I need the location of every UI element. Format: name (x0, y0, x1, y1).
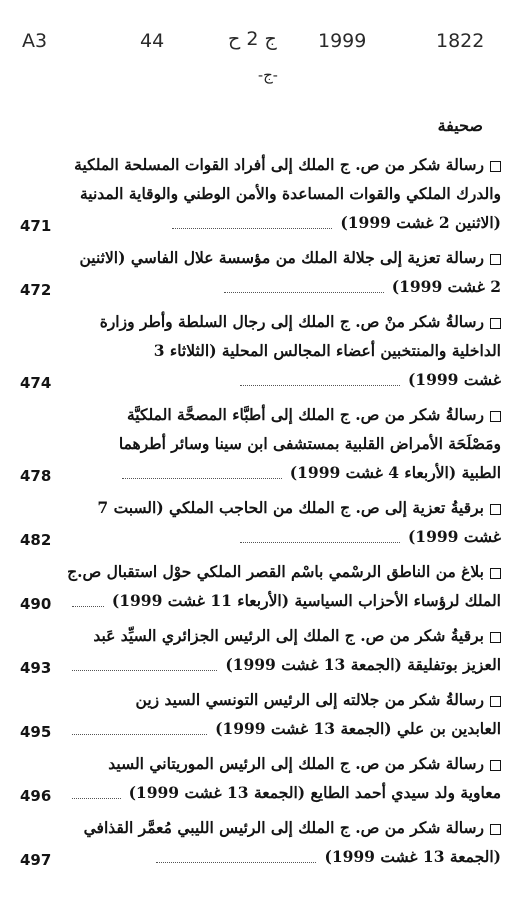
toc-entry-text: والدرك الملكي والقوات المساعدة والأمن الوطني والوقاية المدنية (80, 184, 501, 203)
handwritten-year: 1999 (318, 30, 367, 52)
toc-entry-line (12, 208, 501, 237)
handwritten-1822: 1822 (436, 30, 485, 52)
checkbox-square-icon (490, 504, 501, 515)
handwritten-annotations (0, 0, 513, 62)
page-number: 496 (20, 787, 52, 805)
toc-entry-line (12, 749, 501, 778)
dotted-leader (72, 797, 121, 799)
toc-entry (12, 400, 501, 487)
checkbox-square-icon (490, 568, 501, 579)
page-marker: -ج- (258, 66, 278, 84)
toc-entry-text: ومَصْلَحَة الأمراض القلبية بمستشفى ابن سينا وسائر أطرهما (118, 434, 501, 453)
table-of-contents (12, 150, 501, 877)
page-number: 478 (20, 467, 52, 485)
checkbox-square-icon (490, 632, 501, 643)
handwritten-letters: ج 2 ح (228, 28, 277, 50)
toc-entry-text: برقيةُ شكر من ص. ج الملك إلى الرئيس الجزائري السيِّد عَبد (93, 626, 484, 645)
page-number: 497 (20, 851, 52, 869)
toc-entry-text: غشت 1999) (407, 370, 501, 389)
toc-entry-text: (الاثنين 2 غشت 1999) (340, 213, 501, 232)
checkbox-square-icon (490, 411, 501, 422)
toc-entry-line (12, 714, 501, 743)
checkbox-square-icon (490, 254, 501, 265)
toc-entry (12, 243, 501, 301)
dotted-leader (72, 669, 217, 671)
toc-entry-line (12, 272, 501, 301)
toc-entry-text: 2 غشت 1999) (391, 277, 501, 296)
toc-entry-text: رسالةُ شكر من ص. ج الملك إلى أطبَّاء المصحَّة الملكيَّة (126, 405, 484, 424)
toc-entry (12, 557, 501, 615)
dotted-leader (240, 384, 400, 386)
dotted-leader (224, 291, 384, 293)
page-number: 490 (20, 595, 52, 613)
checkbox-square-icon (490, 696, 501, 707)
toc-entry-line (12, 842, 501, 871)
toc-entry-line (12, 813, 501, 842)
toc-entry-line (12, 336, 501, 365)
toc-entry-text: الطبية (الأربعاء 4 غشت 1999) (289, 463, 501, 482)
toc-entry-text: برقيةُ تعزية إلى ص. ج الملك من الحاجب الملكي (السبت 7 (97, 498, 484, 517)
checkbox-square-icon (490, 760, 501, 771)
handwritten-44: 44 (140, 30, 165, 52)
toc-entry (12, 150, 501, 237)
dotted-leader (156, 861, 316, 863)
toc-entry-line (12, 650, 501, 679)
toc-entry-line (12, 458, 501, 487)
toc-entry-text: العزيز بوتفليقة (الجمعة 13 غشت 1999) (225, 655, 501, 674)
dotted-leader (122, 477, 282, 479)
toc-entry-line (12, 307, 501, 336)
toc-entry-text: بلاغ من الناطق الرسْمي باسْم القصر الملكي حوْل استقبال ص.ج (67, 562, 484, 581)
dotted-leader (240, 541, 400, 543)
toc-entry-line (12, 557, 501, 586)
toc-entry-text: رسالة شكر من ص. ج الملك إلى أفراد القوات المسلحة الملكية (74, 155, 484, 174)
page-number: 474 (20, 374, 52, 392)
toc-entry-line (12, 685, 501, 714)
toc-entry-line (12, 179, 501, 208)
toc-entry-line (12, 400, 501, 429)
toc-entry-line (12, 522, 501, 551)
column-heading: صحيفة (437, 116, 483, 135)
toc-entry-text: رسالةُ شكر من جلالته إلى الرئيس التونسي السيد زين (135, 690, 484, 709)
toc-entry (12, 813, 501, 871)
toc-entry-text: رسالة شكر من ص. ج الملك إلى الرئيس الموريتاني السيد (108, 754, 484, 773)
toc-entry-text: (الجمعة 13 غشت 1999) (324, 847, 501, 866)
toc-entry-text: غشت 1999) (407, 527, 501, 546)
toc-entry-text: رسالةُ شكر منْ ص. ج الملك إلى رجال السلطة وأطر وزارة (99, 312, 484, 331)
page-number: 493 (20, 659, 52, 677)
toc-entry-line (12, 778, 501, 807)
toc-entry-line (12, 429, 501, 458)
page-number: 495 (20, 723, 52, 741)
toc-entry-line (12, 621, 501, 650)
page-number: 471 (20, 217, 52, 235)
handwritten-a3: A3 (22, 30, 48, 52)
dotted-leader (172, 227, 332, 229)
toc-entry-line (12, 150, 501, 179)
checkbox-square-icon (490, 161, 501, 172)
toc-entry-text: الملك لرؤساء الأحزاب السياسية (الأربعاء 11 غشت 1999) (111, 591, 501, 610)
toc-entry (12, 621, 501, 679)
toc-entry-text: العابدين بن علي (الجمعة 13 غشت 1999) (215, 719, 501, 738)
toc-entry-text: رسالة شكر من ص. ج الملك إلى الرئيس الليبي مُعمَّر القذافي (83, 818, 484, 837)
toc-entry-line (12, 243, 501, 272)
toc-entry-text: رسالة تعزية إلى جلالة الملك من مؤسسة علال الفاسي (الاثنين (79, 248, 484, 267)
page-number: 472 (20, 281, 52, 299)
toc-entry-line (12, 493, 501, 522)
checkbox-square-icon (490, 824, 501, 835)
toc-entry-line (12, 365, 501, 394)
toc-entry (12, 749, 501, 807)
toc-entry (12, 493, 501, 551)
dotted-leader (72, 605, 104, 607)
toc-entry-line (12, 586, 501, 615)
toc-entry (12, 307, 501, 394)
toc-entry-text: معاوية ولد سيدي أحمد الطايع (الجمعة 13 غشت 1999) (128, 783, 501, 802)
toc-entry-text: الداخلية والمنتخبين أعضاء المجالس المحلية (الثلاثاء 3 (153, 341, 501, 360)
toc-entry (12, 685, 501, 743)
dotted-leader (72, 733, 207, 735)
page-number: 482 (20, 531, 52, 549)
checkbox-square-icon (490, 318, 501, 329)
